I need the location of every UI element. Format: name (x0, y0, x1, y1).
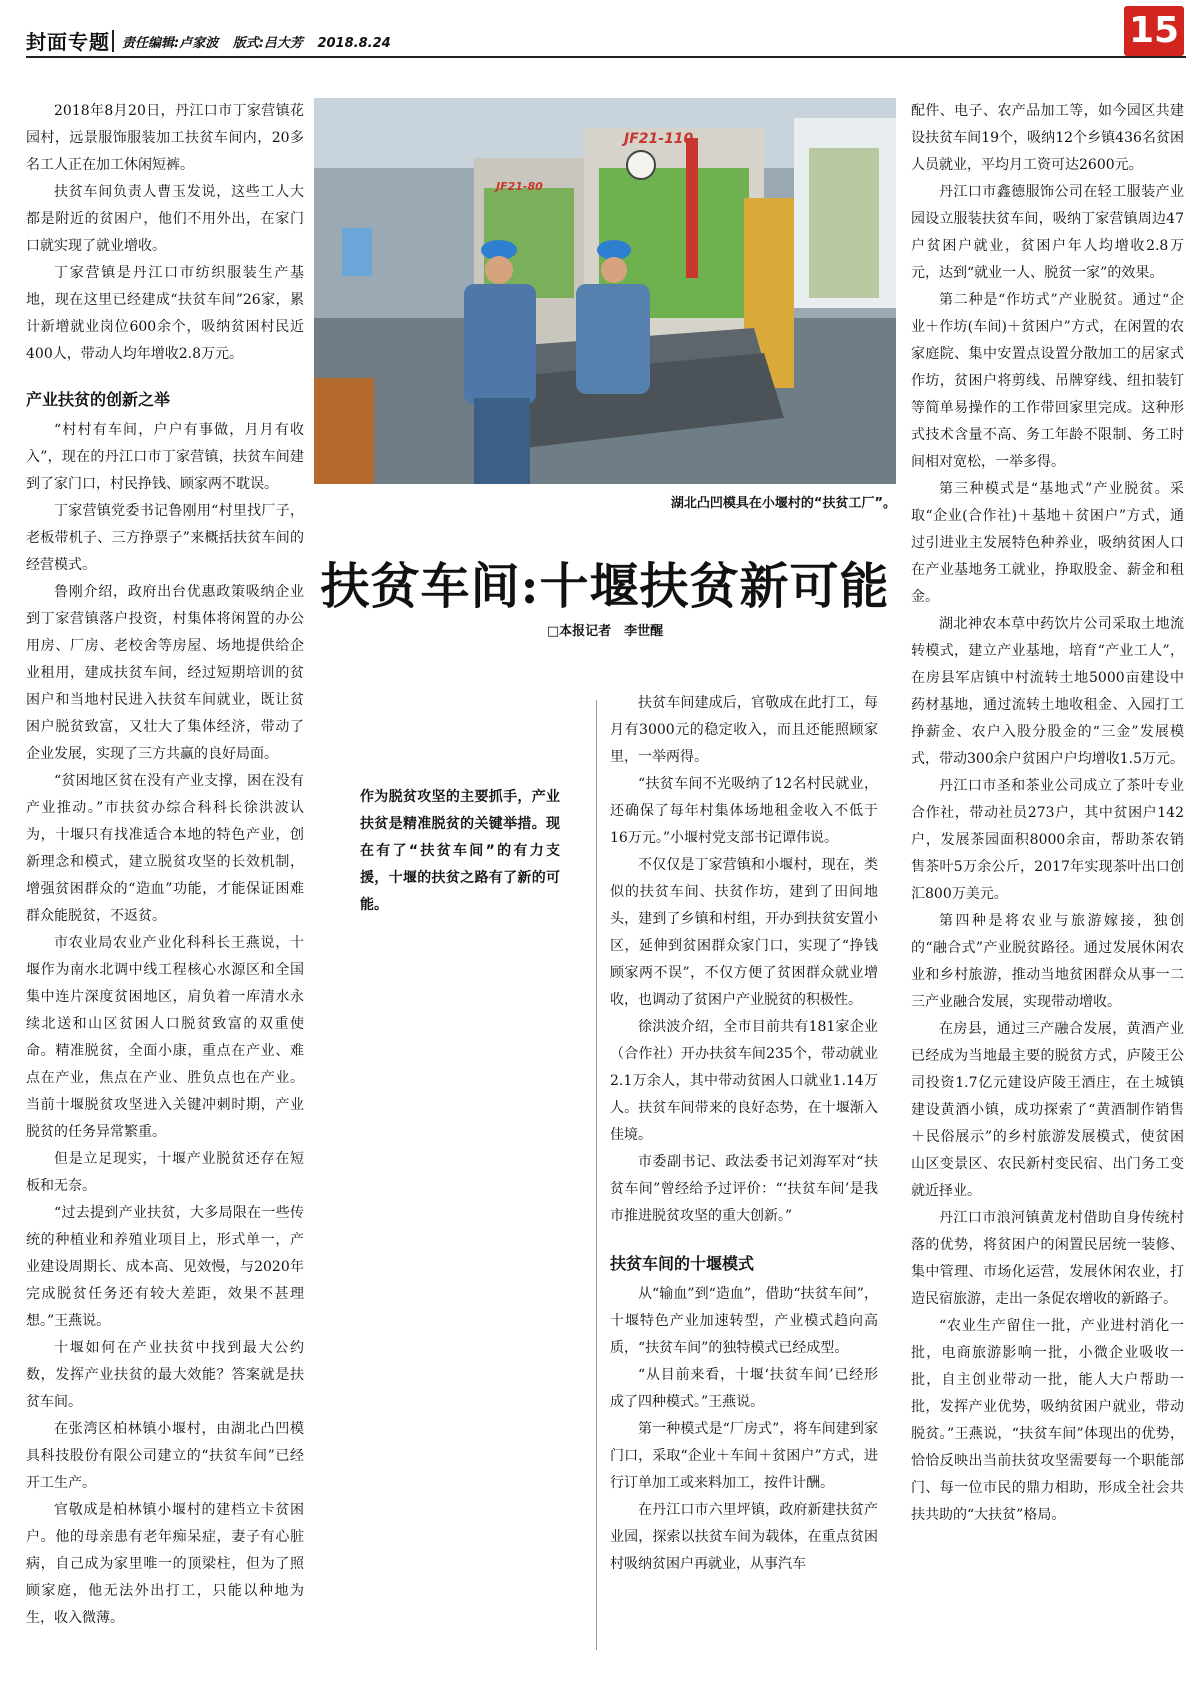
paragraph: 但是立足现实，十堰产业脱贫还存在短板和无奈。 (26, 1151, 304, 1194)
subheading: 产业扶贫的创新之举 (26, 390, 171, 409)
paragraph: 第二种是“作坊式”产业脱贫。通过“企业＋作坊(车间)＋贫困户”方式，在闲置的农家庭院、集中安置点设置分散加工的居家式作坊，贫困户将剪线、吊牌穿线、纽扣装钉等简单易操作的工作带回家里完成。这种形式技术含量不高、务工年龄不限制、务工时间相对宽松，一举多得。 (911, 292, 1184, 470)
paragraph: “农业生产留住一批，产业进村消化一批，电商旅游影响一批，小微企业吸收一批，自主创业带动一批，能人大户帮助一批，发挥产业优势，吸纳贫困户就业，带动脱贫。”王燕说，“扶贫车间”体现出的优势，恰恰反映出当前扶贫攻坚需要每一个职能部门、每一位市民的鼎力相助，形成全社会共扶共助的“大扶贫”格局。 (911, 1318, 1184, 1523)
paragraph: 鲁刚介绍，政府出台优惠政策吸纳企业到丁家营镇落户投资，村集体将闲置的办公用房、厂房、老校舍等房屋、场地提供给企业租用，建成扶贫车间，经过短期培训的贫困户和当地村民进入扶贫车间就业，既让贫困户脱贫致富，又壮大了集体经济，带动了企业发展，实现了三方共赢的良好局面。 (26, 584, 304, 762)
paragraph: 徐洪波介绍，全市目前共有181家企业（合作社）开办扶贫车间235个，带动就业2.1万余人，其中带动贫困人口就业1.14万人。扶贫车间带来的良好态势，在十堰渐入佳境。 (610, 1019, 878, 1143)
paragraph: “贫困地区贫在没有产业支撑，困在没有产业推动。”市扶贫办综合科科长徐洪波认为，十堰只有找准适合本地的特色产业，创新理念和模式，建立脱贫攻坚的长效机制，增强贫困群众的“造血”功能，才能保证困难群众能脱贫，不返贫。 (26, 773, 304, 924)
section-title: 封面专题 (26, 30, 110, 54)
paragraph: 第四种是将农业与旅游嫁接，独创的“融合式”产业脱贫路径。通过发展休闲农业和乡村旅游，推动当地贫困群众从事一二三产业融合发展，实现带动增收。 (911, 913, 1184, 1010)
header-rule (26, 56, 1186, 58)
paragraph: 扶贫车间建成后，官敬成在此打工，每月有3000元的稳定收入，而且还能照顾家里，一举两得。 (610, 695, 878, 765)
paragraph: 在张湾区柏林镇小堰村，由湖北凸凹模具科技股份有限公司建立的“扶贫车间”已经开工生产。 (26, 1421, 304, 1491)
column-divider (596, 700, 597, 1650)
paragraph: 市农业局农业产业化科科长王燕说，十堰作为南水北调中线工程核心水源区和全国集中连片深度贫困地区，肩负着一库清水永续北送和山区贫困人口脱贫致富的双重使命。精准脱贫，全面小康，重点在产业、难点在产业，焦点在产业、胜负点也在产业。当前十堰脱贫攻坚进入关键冲刺时期，产业脱贫的任务异常繁重。 (26, 935, 304, 1140)
paragraph: 2018年8月20日，丹江口市丁家营镇花园村，远景服饰服装加工扶贫车间内，20多名工人正在加工休闲短裤。 (26, 103, 304, 173)
paragraph: 配件、电子、农产品加工等，如今园区共建设扶贫车间19个，吸纳12个乡镇436名贫困人员就业，平均月工资可达2600元。 (911, 103, 1184, 173)
headline: 扶贫车间:十堰扶贫新可能 (320, 557, 890, 615)
paragraph: 不仅仅是丁家营镇和小堰村，现在，类似的扶贫车间、扶贫作坊，建到了田间地头，建到了乡镇和村组，开办到扶贫安置小区，延伸到贫困群众家门口，实现了“挣钱顾家两不误”，不仅方便了贫困群众就业增收，也调动了贫困户产业脱贫的积极性。 (610, 857, 878, 1008)
machine-label-1: JF21-110 (624, 131, 694, 147)
paragraph: 从“输血”到“造血”，借助“扶贫车间”，十堰特色产业加速转型，产业模式趋向高质，“扶贫车间”的独特模式已经成型。 (610, 1286, 878, 1356)
paragraph: 湖北神农本草中药饮片公司采取土地流转模式，建立产业基地，培育“产业工人”，在房县军店镇中村流转土地5000亩建设中药材基地，通过流转土地收租金、入园打工挣薪金、农户入股分股金的“三金”发展模式，带动300余户贫困户户均增收1.5万元。 (911, 616, 1184, 767)
paragraph: 丹江口市鑫德服饰公司在轻工服装产业园设立服装扶贫车间，吸纳丁家营镇周边47户贫困户就业，贫困户年人均增收2.8万元，达到“就业一人、脱贫一家”的效果。 (911, 184, 1184, 281)
column-right (911, 98, 1184, 1529)
header-meta (122, 32, 401, 51)
lead-paragraph: 作为脱贫攻坚的主要抓手，产业扶贫是精准脱贫的关键举措。现在有了“扶贫车间”的有力支援，十堰的扶贫之路有了新的可能。 (360, 789, 560, 913)
column-middle (610, 690, 878, 1578)
factory-photo (314, 98, 896, 484)
page-number: 15 (1124, 6, 1184, 56)
paragraph: 第三种模式是“基地式”产业脱贫。采取“企业(合作社)＋基地＋贫困户”方式，通过引进业主发展特色种养业，吸纳贫困人口在产业基地务工就业，挣取股金、薪金和租金。 (911, 481, 1184, 605)
paragraph: “从目前来看，十堰‘扶贫车间’已经形成了四种模式。”王燕说。 (610, 1367, 878, 1410)
paragraph: 第一种模式是“厂房式”，将车间建到家门口，采取“企业＋车间＋贫困户”方式，进行订单加工或来料加工，按件计酬。 (610, 1421, 878, 1491)
paragraph: “村村有车间，户户有事做，月月有收入”，现在的丹江口市丁家营镇，扶贫车间建到了家门口，村民挣钱、顾家两不耽误。 (26, 422, 304, 492)
issue-date: 2018.8.24 (317, 36, 391, 51)
paragraph: 丁家营镇是丹江口市纺织服装生产基地，现在这里已经建成“扶贫车间”26家，累计新增就业岗位600余个，吸纳贫困村民近400人，带动人均年增收2.8万元。 (26, 265, 304, 362)
column-left (26, 98, 304, 1632)
layout-credit: 版式:吕大芳 (232, 36, 303, 51)
paragraph: “扶贫车间不光吸纳了12名村民就业，还确保了每年村集体场地租金收入不低于16万元。”小堰村党支部书记谭伟说。 (610, 776, 878, 846)
paragraph: 扶贫车间负责人曹玉发说，这些工人大都是附近的贫困户，他们不用外出，在家门口就实现了就业增收。 (26, 184, 304, 254)
paragraph: 在房县，通过三产融合发展，黄酒产业已经成为当地最主要的脱贫方式，庐陵王公司投资1.7亿元建设庐陵王酒庄，在土城镇建设黄酒小镇，成功探索了“黄酒制作销售＋民俗展示”的乡村旅游发展模式，使贫困山区变景区、农民新村变民宿、出门务工变就近择业。 (911, 1021, 1184, 1199)
paragraph: 丹江口市圣和茶业公司成立了茶叶专业合作社，带动社员273户，其中贫困户142户，发展茶园面积8000余亩，帮助茶农销售茶叶5万余公斤，2017年实现茶叶出口创汇800万美元。 (911, 778, 1184, 902)
paragraph: 丹江口市浪河镇黄龙村借助自身传统村落的优势，将贫困户的闲置民居统一装修、集中管理、市场化运营，发展休闲农业，打造民宿旅游，走出一条促农增收的新路子。 (911, 1210, 1184, 1307)
paragraph: 官敬成是柏林镇小堰村的建档立卡贫困户。他的母亲患有老年痴呆症，妻子有心脏病，自己成为家里唯一的顶梁柱，但为了照顾家庭，他无法外出打工，只能以种地为生，收入微薄。 (26, 1502, 304, 1626)
paragraph: 在丹江口市六里坪镇，政府新建扶贫产业园，探索以扶贫车间为载体，在重点贫困村吸纳贫困户再就业，从事汽车 (610, 1502, 878, 1572)
photo-caption: 湖北凸凹模具在小堰村的“扶贫工厂”。 (670, 496, 896, 511)
machine-label-2: JF21-80 (496, 180, 543, 193)
paragraph: 市委副书记、政法委书记刘海军对“扶贫车间”曾经给予过评价：“‘扶贫车间’是我市推进脱贫攻坚的重大创新。” (610, 1154, 878, 1224)
paragraph: 丁家营镇党委书记鲁刚用“村里找厂子，老板带机子、三方挣票子”来概括扶贫车间的经营模式。 (26, 503, 304, 573)
byline: □本报记者 李世醒 (546, 624, 664, 639)
header-divider (112, 30, 114, 52)
paragraph: 十堰如何在产业扶贫中找到最大公约数，发挥产业扶贫的最大效能？答案就是扶贫车间。 (26, 1340, 304, 1410)
subheading: 扶贫车间的十堰模式 (610, 1254, 755, 1273)
editor-credit: 责任编辑:卢家波 (122, 36, 219, 51)
paragraph: “过去提到产业扶贫，大多局限在一些传统的种植业和养殖业项目上，形式单一，产业建设周期长、成本高、见效慢，与2020年完成脱贫任务还有较大差距，效果不甚理想。”王燕说。 (26, 1205, 304, 1329)
